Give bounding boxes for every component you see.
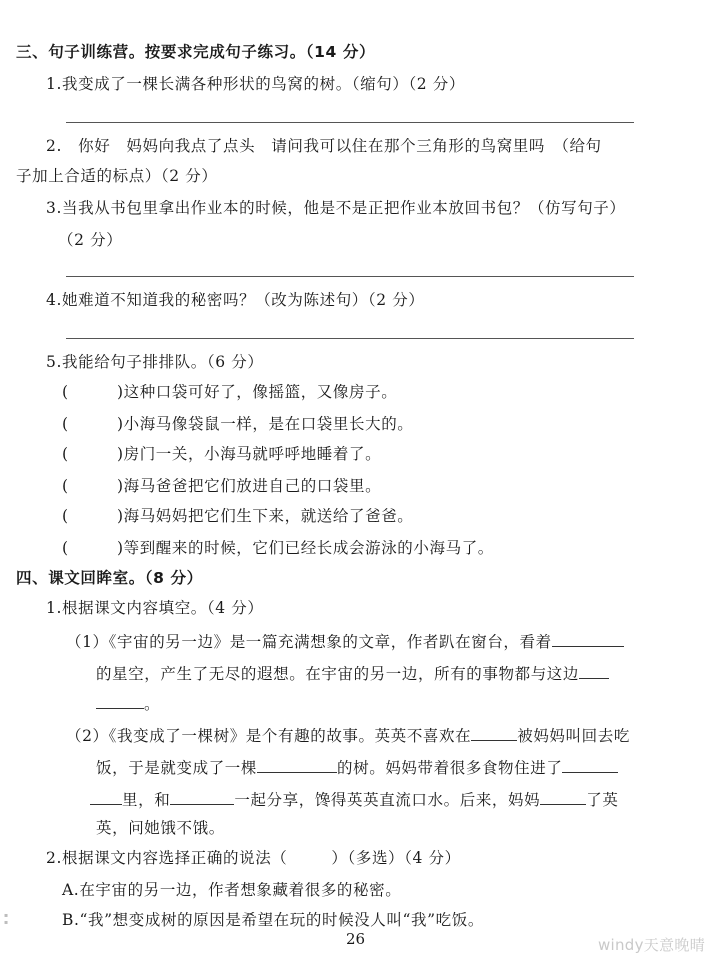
s4-p1-line3: 。 [96,692,160,714]
fill-blank[interactable] [257,756,337,773]
order-item: ( )等到醒来的时候，它们已经长成会游泳的小海马了。 [62,539,494,557]
fill-blank[interactable] [552,630,624,647]
order-blank[interactable]: ( ) [62,477,124,495]
watermark: windy天意晚晴 [597,936,705,954]
order-item: ( )海马爸爸把它们放进自己的口袋里。 [62,477,382,495]
s4-q1-prompt: 1.根据课文内容填空。（4 分） [46,599,264,617]
fill-blank[interactable] [562,756,618,773]
s4-p1-line1: （1）《宇宙的另一边》是一篇充满想象的文章，作者趴在窗台，看着 [66,630,624,652]
fill-blank[interactable] [96,692,144,709]
q2-prompt-line1: 2. 你好 妈妈向我点了点头 请问我可以住在那个三角形的鸟窝里吗 （给句 [46,137,602,155]
fill-blank[interactable] [471,724,517,741]
order-blank[interactable]: ( ) [62,415,124,433]
fill-blank[interactable] [90,788,122,805]
option-b: B.“我”想变成树的原因是希望在玩的时候没人叫“我”吃饭。 [62,911,484,929]
order-item: ( )房门一关，小海马就呼呼地睡着了。 [62,445,382,463]
section3-heading: 三、句子训练营。按要求完成句子练习。（14 分） [16,43,376,61]
q3-prompt-line2: （2 分） [58,231,123,249]
q4-answer-line[interactable] [66,338,634,339]
order-blank[interactable]: ( ) [62,445,124,463]
corner-mark-icon: ▪ ▪ [4,912,9,926]
s4-p2-line2: 饭，于是就变成了一棵 的树。妈妈带着很多食物住进了 [96,756,618,778]
order-blank[interactable]: ( ) [62,507,124,525]
page-number: 26 [345,930,366,948]
q1-prompt: 1.我变成了一棵长满各种形状的鸟窝的树。（缩句）（2 分） [46,75,465,93]
option-a: A.在宇宙的另一边，作者想象藏着很多的秘密。 [62,881,402,899]
s4-p2-line4: 英，问她饿不饿。 [96,819,225,837]
s4-p2-line3: 里，和 一起分享，馋得英英直流口水。后来，妈妈 了英 [90,788,618,810]
order-blank[interactable]: ( ) [62,539,124,557]
s4-p1-line2: 的星空，产生了无尽的遐想。在宇宙的另一边，所有的事物都与这边 [96,662,609,684]
order-item: ( )这种口袋可好了，像摇篮，又像房子。 [62,383,398,401]
s4-q2-prompt: 2.根据课文内容选择正确的说法（ ）（多选）（4 分） [46,849,461,867]
order-blank[interactable]: ( ) [62,383,124,401]
q5-prompt: 5.我能给句子排排队。（6 分） [46,353,264,371]
q2-prompt-line2: 子加上合适的标点）（2 分） [16,167,218,185]
fill-blank[interactable] [579,662,609,679]
fill-blank[interactable] [540,788,586,805]
order-item: ( )小海马像袋鼠一样，是在口袋里长大的。 [62,415,414,433]
q1-answer-line[interactable] [66,122,634,123]
s4-p2-line1: （2）《我变成了一棵树》是个有趣的故事。英英不喜欢在 被妈妈叫回去吃 [66,724,630,746]
order-item: ( )海马妈妈把它们生下来，就送给了爸爸。 [62,507,414,525]
q3-answer-line[interactable] [66,276,634,277]
q3-prompt-line1: 3.当我从书包里拿出作业本的时候，他是不是正把作业本放回书包？（仿写句子） [46,199,626,217]
q4-prompt: 4.她难道不知道我的秘密吗？（改为陈述句）（2 分） [46,291,425,309]
section4-heading: 四、课文回眸室。（8 分） [16,569,203,587]
fill-blank[interactable] [170,788,234,805]
